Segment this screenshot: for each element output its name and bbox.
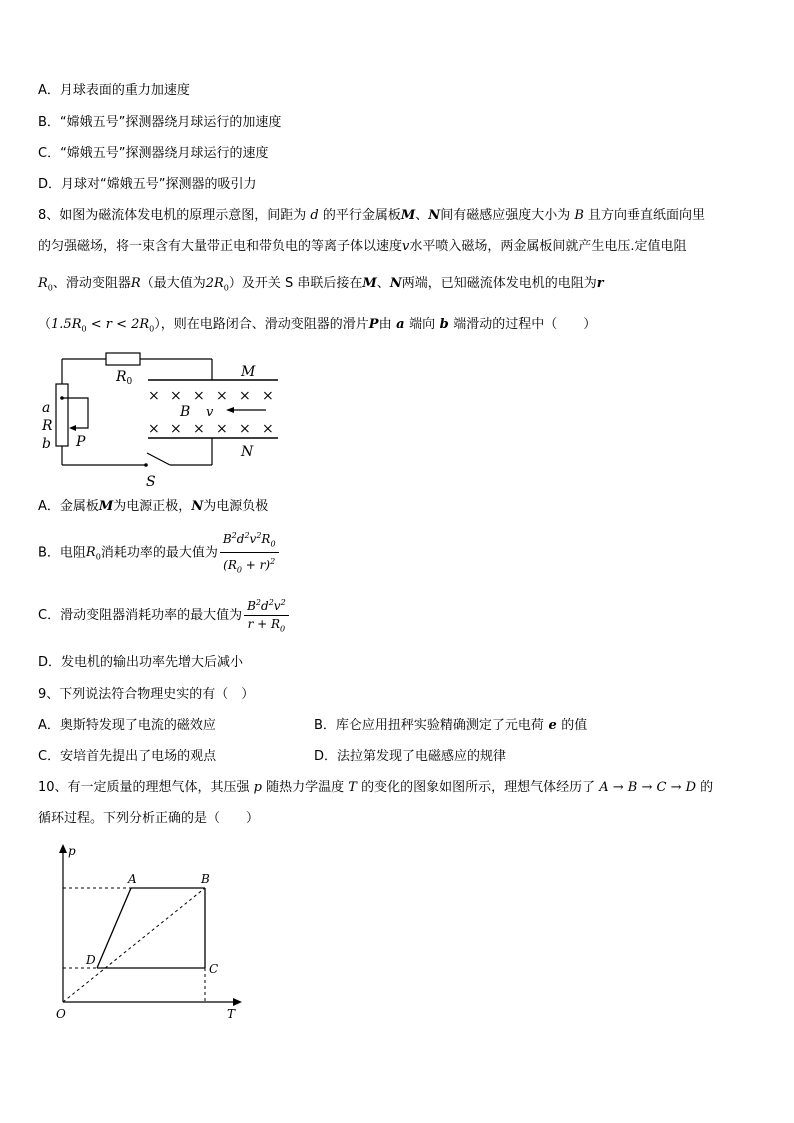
q9-option-b: B．库仑应用扭秤实验精确测定了元电荷 e 的值	[314, 718, 588, 733]
q9-option-d: D．法拉第发现了电磁感应的规律	[314, 749, 507, 764]
label-p: p	[68, 844, 76, 858]
label-point-b: B	[201, 872, 210, 886]
formula-max-power-r0: $\frac{B^2d^2v^2R_0}{(R_0 + r)^2}$	[220, 528, 279, 578]
q7-option-d: D．月球对“嫦娥五号”探测器的吸引力	[38, 177, 257, 192]
label-v: v	[206, 405, 214, 420]
label-t: T	[227, 1007, 236, 1021]
q9-option-a: A．奥斯特发现了电流的磁效应	[38, 718, 216, 733]
q9-option-c: C．安培首先提出了电场的观点	[38, 749, 217, 764]
q8-circuit-figure	[38, 346, 288, 491]
q7-option-a: A．月球表面的重力加速度	[38, 83, 190, 98]
formula-max-power-rheostat: $\frac{B^2d^2v^2}{r + R_0}$	[244, 595, 289, 636]
label-b-end: b	[42, 436, 51, 452]
resistor-r0	[106, 353, 140, 365]
field-cross: ×	[239, 388, 251, 404]
switch-s	[147, 453, 170, 465]
q8-stem-line2: 的匀强磁场，将一束含有大量带正电和带负电的等离子体以速度v水平喷入磁场，两金属板间就产生电压.定值电阻	[38, 239, 687, 254]
slider-arrowhead	[69, 425, 76, 431]
label-r0: $R_0$	[116, 369, 133, 387]
field-cross: ×	[170, 421, 182, 437]
label-p: P	[76, 434, 86, 450]
field-cross: ×	[262, 388, 274, 404]
label-b: B	[180, 404, 191, 420]
rheostat-r	[56, 384, 68, 446]
field-cross: ×	[148, 421, 160, 437]
q10-stem-line1: 10、有一定质量的理想气体，其压强 p 随热力学温度 T 的变化的图象如图所示，理想气体经历了 A → B → C → D 的	[38, 780, 714, 795]
label-a: a	[42, 400, 51, 416]
q8-stem-line3: $R_0$、滑动变阻器R（最大值为$2R_0$）及开关 S 串联后接在M、N两端，已知磁流体发电机的电阻为r	[38, 276, 604, 293]
field-cross: ×	[148, 388, 160, 404]
slider-wire	[62, 398, 88, 428]
field-cross: ×	[193, 388, 205, 404]
q8-option-d: D．发电机的输出功率先增大后减小	[38, 655, 244, 670]
t-axis-arrow	[233, 998, 242, 1006]
q8-option-b: B．电阻$R_0$消耗功率的最大值为 $\frac{B^2d^2v^2R_0}{(R_0 + r)^2}$	[38, 528, 281, 583]
label-s: S	[146, 474, 156, 490]
field-cross: ×	[216, 421, 228, 437]
segment-d-a	[97, 888, 131, 968]
label-point-a: A	[128, 872, 137, 886]
q9-stem: 9、下列说法符合物理史实的有（ ）	[38, 687, 255, 702]
field-cross: ×	[239, 421, 251, 437]
label-point-d: D	[86, 953, 96, 967]
velocity-arrowhead	[226, 407, 234, 413]
field-cross: ×	[170, 388, 182, 404]
q10-stem-line2: 循环过程。下列分析正确的是（ ）	[38, 811, 260, 826]
q7-option-c: C．“嫦娥五号”探测器绕月球运行的速度	[38, 146, 269, 161]
label-o: O	[56, 1007, 66, 1021]
q8-option-a: A．金属板M为电源正极，N为电源负极	[38, 499, 269, 514]
q8-option-c: C．滑动变阻器消耗功率的最大值为 $\frac{B^2d^2v^2}{r + R_0}$	[38, 592, 291, 640]
q10-pt-graph	[50, 842, 250, 1022]
field-cross: ×	[193, 421, 205, 437]
q8-stem-line1: 8、如图为磁流体发电机的原理示意图，间距为 d 的平行金属板M、N间有磁感应强度大小为 B 且方向垂直纸面向里	[38, 208, 706, 223]
field-cross: ×	[216, 388, 228, 404]
q8-stem-line4: $(1.5R_0 < r < 2R_0)$，则在电路闭合、滑动变阻器的滑片P由 a 端向 b 端滑动的过程中（ ）	[38, 317, 597, 334]
p-axis-arrow	[59, 844, 67, 853]
q7-option-b: B．“嫦娥五号”探测器绕月球运行的加速度	[38, 115, 282, 130]
field-cross: ×	[262, 421, 274, 437]
label-m: M	[241, 364, 256, 380]
switch-contact	[144, 463, 148, 467]
label-n: N	[241, 444, 254, 460]
guide-origin-b	[63, 888, 205, 1002]
junction-dot	[60, 396, 64, 400]
label-r: R	[42, 418, 53, 434]
label-point-c: C	[209, 962, 219, 976]
